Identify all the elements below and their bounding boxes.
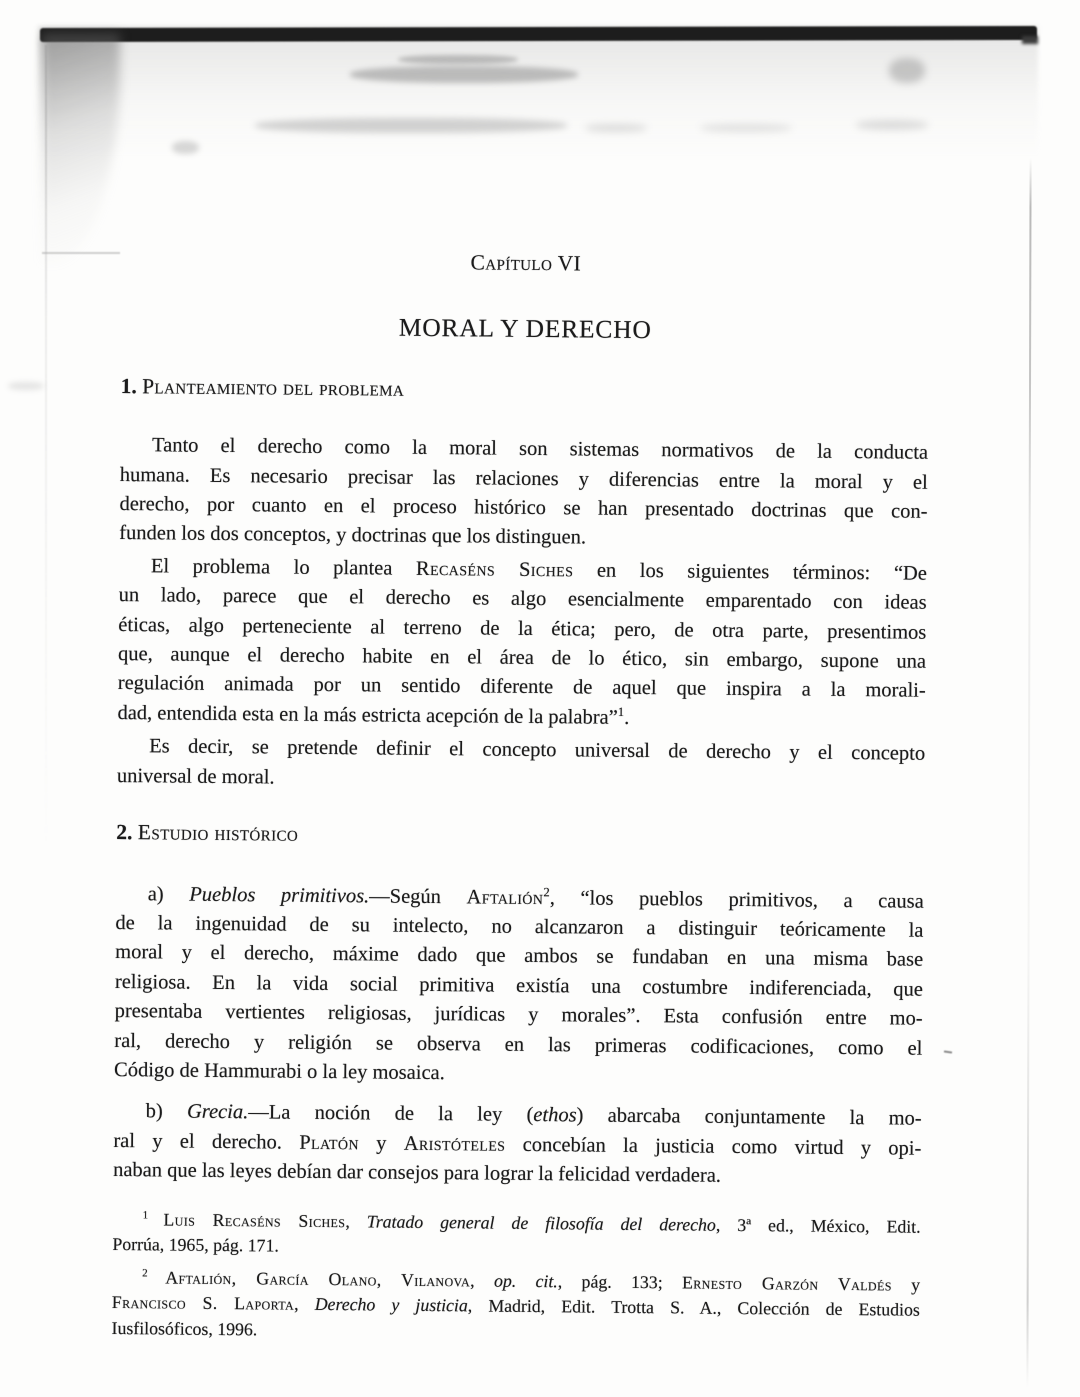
footnote-1 xyxy=(112,1207,920,1266)
footnote-2 xyxy=(111,1265,920,1350)
text-segment: , xyxy=(294,1294,315,1315)
text-segment: de la ingenuidad de su intelecto, no alcanzaron a distinguir teóricamente la xyxy=(115,911,924,942)
text-segment: —La noción de la ley ( xyxy=(248,1101,534,1127)
text-segment: 2 xyxy=(543,884,550,899)
text-segment: Recaséns Siches xyxy=(415,557,574,582)
page-right-edge-line xyxy=(1026,158,1031,1388)
text-segment: ral, derecho y religión se observa en las primeras codificaciones, como el xyxy=(114,1029,923,1060)
text-segment: un lado, parece que el derecho es algo esencialmente emparentado con ideas xyxy=(118,584,927,614)
text-segment: Aftalión xyxy=(466,885,544,909)
text-segment: Ernesto Garzón Valdés xyxy=(681,1272,892,1295)
paragraph-b xyxy=(113,1097,922,1193)
text-segment: , “los pueblos primitivos, a causa xyxy=(549,886,924,913)
scan-edge-bar-end xyxy=(1022,36,1038,44)
text-segment: ) abarcaba conjuntamente la mo- xyxy=(576,1104,922,1131)
text-segment: Capítulo VI xyxy=(470,250,582,276)
text-segment: concebían la justicia como virtud y opi- xyxy=(505,1133,922,1160)
chapter-number xyxy=(122,245,930,282)
bleedthrough-margin-smudge xyxy=(8,382,44,390)
bleedthrough-page-number-smudge xyxy=(889,58,925,83)
text-segment: naban que las leyes debían dar consejos para lograr la felicidad verdadera. xyxy=(113,1159,722,1187)
text-segment: , xyxy=(345,1210,367,1231)
text-segment: Planteamiento del problema xyxy=(142,374,405,401)
text-segment: Código de Hammurabi o la ley mosaica. xyxy=(113,1058,445,1085)
text-segment: . xyxy=(624,706,630,729)
bleedthrough-text-smudge xyxy=(255,118,567,133)
text-segment: 2. xyxy=(116,820,138,845)
text-segment: moral y el derecho, máxime dado que ambos se fundaban en una misma base xyxy=(115,941,924,972)
page-left-edge-line xyxy=(45,45,47,845)
section-heading-2 xyxy=(116,818,924,855)
scan-corner-shadow xyxy=(42,33,120,263)
text-segment: Grecia. xyxy=(186,1101,249,1124)
text-segment: Tanto el derecho como la moral son sistemas normativos de la conducta xyxy=(151,434,929,464)
text-segment: Aftalión, García Olano, Vilanova xyxy=(165,1267,471,1291)
section-heading-1 xyxy=(121,372,929,409)
text-segment: Luis Recaséns Siches xyxy=(163,1209,346,1231)
scan-edge-bar xyxy=(40,26,1037,42)
text-segment: Porrúa, 1965, pág. 171. xyxy=(112,1234,279,1256)
text-segment: dad, entendida esta en la más estricta acepción de la palabra” xyxy=(117,701,618,729)
text-segment: Derecho y justicia xyxy=(314,1294,468,1316)
text-segment: 1 xyxy=(142,1208,164,1222)
text-segment: derecho, por cuanto en el proceso histórico se han presentado doctrinas que con- xyxy=(119,493,928,523)
text-segment: regulación animada por un sentido diferente de aquel que inspira a la morali- xyxy=(117,672,926,703)
bleedthrough-text-smudge xyxy=(585,124,647,132)
text-segment: Estudio histórico xyxy=(137,820,299,846)
bleedthrough-text-smudge xyxy=(856,120,928,130)
text-segment: 1 xyxy=(617,704,625,719)
text-segment: en los siguientes términos: “De xyxy=(573,559,927,585)
text-segment: 2 xyxy=(142,1267,166,1280)
scan-left-tick-line xyxy=(42,252,120,254)
text-segment: funden los dos conceptos, y doctrinas que los distinguen. xyxy=(119,522,587,549)
bleedthrough-text-smudge xyxy=(172,141,199,154)
text-segment: op. cit. xyxy=(493,1270,558,1291)
paragraph-2 xyxy=(117,552,927,736)
text-segment: ral y el derecho. xyxy=(113,1129,300,1154)
text-segment: Es decir, se pretende definir el concepto universal de derecho y el concepto xyxy=(149,735,926,766)
text-segment: éticas, algo perteneciente al terreno de la ética; pero, de otra parte, presentimos xyxy=(118,613,927,644)
stray-ink-mark xyxy=(944,1050,952,1053)
text-segment: universal de moral. xyxy=(116,764,275,789)
text-segment: Aristóteles xyxy=(403,1132,506,1156)
text-segment: , pág. 133; xyxy=(557,1270,683,1293)
page-text-content xyxy=(111,245,929,1349)
bleedthrough-header-smudge xyxy=(350,66,578,83)
paragraph-3 xyxy=(117,732,926,799)
text-segment: y xyxy=(891,1274,921,1295)
text-segment: presentaba vertientes religiosas, jurídicas y morales”. Esta confusión entre mo- xyxy=(114,1000,923,1030)
chapter-title xyxy=(121,310,929,347)
bleedthrough-text-smudge xyxy=(700,124,792,132)
scan-top-gray-wash xyxy=(38,26,1038,156)
text-segment: , 3ª ed., México, Edit. xyxy=(715,1214,921,1237)
text-segment: a) xyxy=(147,882,190,906)
text-segment: ethos xyxy=(533,1104,577,1127)
text-segment: humana. Es necesario precisar las relaciones y diferencias entre la moral y el xyxy=(119,463,928,494)
bleedthrough-header-smudge xyxy=(398,55,518,64)
text-segment: que, aunque el derecho habite en el área de lo ético, sin embargo, supone una xyxy=(117,643,927,673)
text-segment: , Madrid, Edit. Trotta S. A., Colección de Estudios xyxy=(467,1295,920,1321)
text-segment: MORAL Y DERECHO xyxy=(398,313,652,345)
paragraph-1 xyxy=(119,431,928,556)
text-segment: El problema lo plantea xyxy=(150,555,417,580)
text-segment: Francisco S. Laporta xyxy=(111,1292,295,1315)
text-segment: y xyxy=(358,1132,404,1155)
text-segment: 1. xyxy=(120,373,143,399)
text-segment: Platón xyxy=(299,1131,360,1155)
text-segment: Iusfilosóficos, 1996. xyxy=(111,1317,258,1340)
text-segment: —Según xyxy=(369,884,467,908)
text-segment: Tratado general de filosofía del derecho xyxy=(366,1210,716,1235)
text-segment: b) xyxy=(145,1100,188,1124)
text-segment: religiosa. En la vida social primitiva existía una costumbre indiferenciada, que xyxy=(114,970,923,1001)
paragraph-a xyxy=(114,879,924,1093)
text-segment: Pueblos primitivos. xyxy=(189,883,370,907)
text-segment: , xyxy=(470,1270,495,1291)
